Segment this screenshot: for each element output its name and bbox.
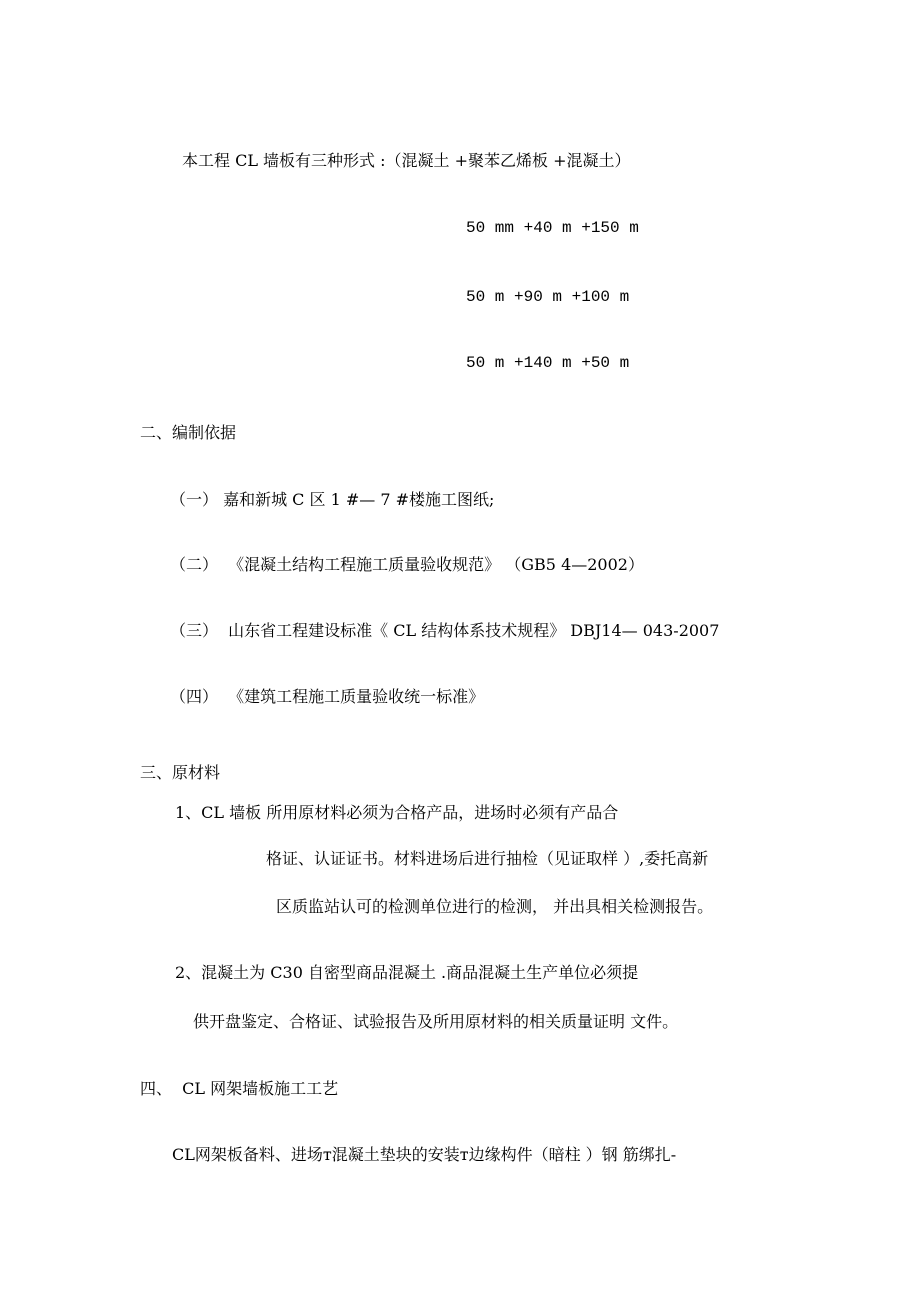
wall-form-2: 50 m +90 m +100 m [466,288,630,306]
process-flow: CL网架板备料、进场т混凝土垫块的安装т边缘构件（暗柱 ）钢 筋绑扎- [172,1145,677,1164]
material-item-1-line2: 格证、认证证书。材料进场后进行抽检（见证取样 ）,委托高新 [266,849,709,868]
material-item-2-line1: 2、混凝土为 C30 自密型商品混凝土 .商品混凝土生产单位必须提 [175,963,639,982]
basis-item-1: （一） 嘉和新城 C 区 1 #— 7 #楼施工图纸; [170,490,495,509]
wall-form-3: 50 m +140 m +50 m [466,354,630,372]
section3-heading: 三、原材料 [140,763,221,782]
wall-form-1: 50 mm +40 m +150 m [466,219,639,237]
material-item-2-line2: 供开盘鉴定、合格证、试验报告及所用原材料的相关质量证明 文件。 [193,1012,679,1031]
section4-heading: 四、 CL 网架墙板施工工艺 [140,1079,339,1098]
material-item-1-line1: 1、CL 墙板 所用原材料必须为合格产品，进场时必须有产品合 [175,803,619,822]
section2-heading: 二、编制依据 [140,423,237,442]
material-item-1-line3: 区质监站认可的检测单位进行的检测， 并出具相关检测报告。 [276,897,714,916]
basis-item-3: （三） 山东省工程建设标准《 CL 结构体系技术规程》 DBJ14— 043-2007 [170,621,720,640]
intro-paragraph: 本工程 CL 墙板有三种形式 :（混凝土 +聚苯乙烯板 +混凝土） [182,151,631,170]
basis-item-2: （二） 《混凝土结构工程施工质量验收规范》 （GB5 4—2002） [170,555,644,574]
basis-item-4: （四） 《建筑工程施工质量验收统一标准》 [170,687,485,706]
